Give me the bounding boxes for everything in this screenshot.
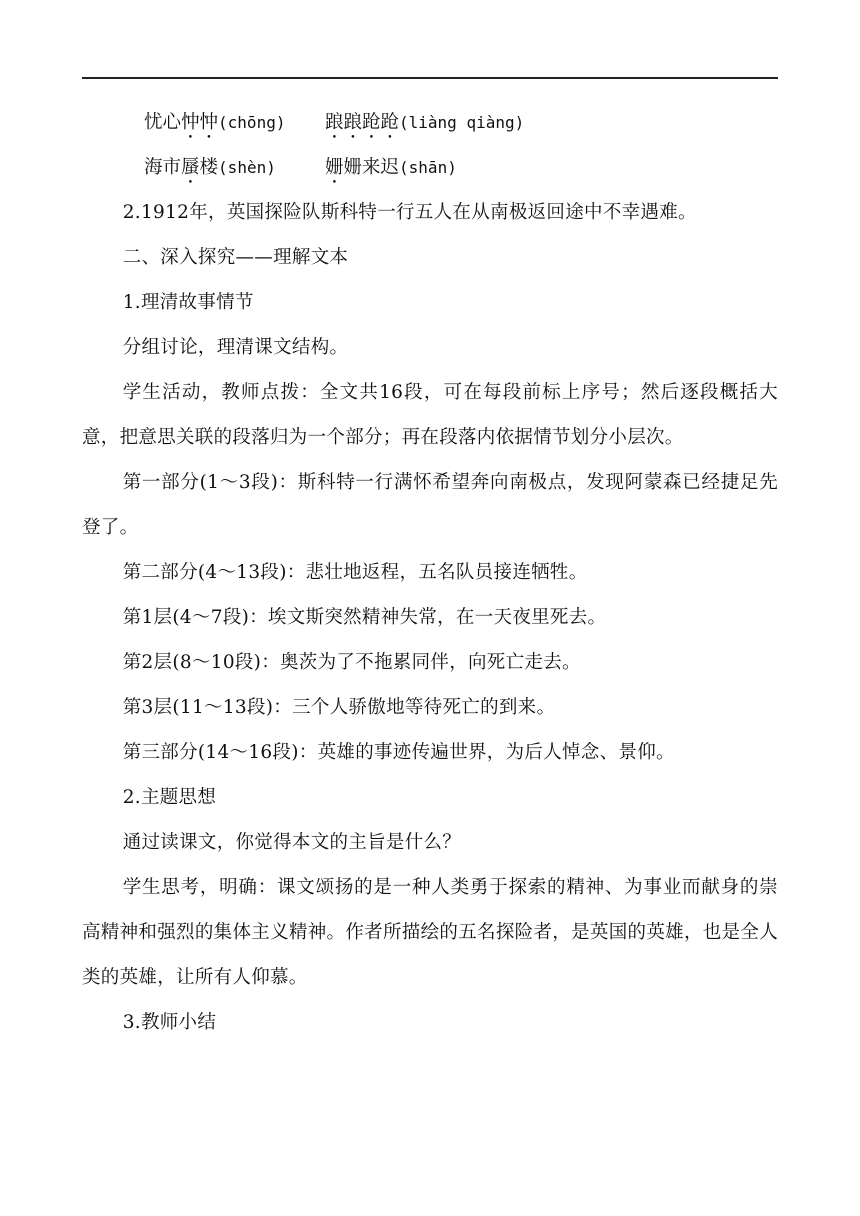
vocab-item — [144, 145, 325, 190]
vocab-item — [144, 100, 325, 145]
paragraph-event-summary: 2.1912年，英国探险队斯科特一行五人在从南极返回途中不幸遇难。 — [122, 202, 697, 223]
vocab-word: 楼 — [199, 157, 219, 178]
paragraph-layer-one: 第1层(4～7段)：埃文斯突然精神失常，在一天夜里死去。 — [122, 607, 607, 628]
subheading-plot: 1.理清故事情节 — [122, 292, 254, 313]
section-heading-explore: 二、深入探究——理解文本 — [122, 247, 349, 268]
vocab-word: 忧心 — [144, 112, 182, 133]
paragraph-layer-three: 第3层(11～13段)：三个人骄傲地等待死亡的到来。 — [122, 697, 556, 718]
vocab-pinyin: (chōng) — [218, 113, 286, 132]
vocab-pinyin: (shèn) — [218, 158, 276, 177]
vocab-row-1 — [82, 100, 778, 145]
vocab-row-2 — [82, 145, 778, 190]
vocab-word-dotted: 忡忡 — [181, 112, 219, 133]
vocab-word-dotted: 蜃 — [181, 157, 200, 178]
subheading-teacher-summary: 3.教师小结 — [122, 1012, 217, 1033]
paragraph-part-one: 第一部分(1～3段)：斯科特一行满怀希望奔向南极点，发现阿蒙森已经捷足先登了。 — [82, 472, 778, 538]
paragraph-student-activity: 学生活动，教师点拨：全文共16段，可在每段前标上序号；然后逐段概括大意，把意思关联的段落归为一个部分；再在段落内依据情节划分小层次。 — [82, 382, 778, 448]
vocab-word: 海市 — [144, 157, 182, 178]
paragraph-group-discussion: 分组讨论，理清课文结构。 — [122, 337, 349, 358]
subheading-theme: 2.主题思想 — [122, 787, 217, 808]
vocab-word-dotted: 姗 — [325, 157, 344, 178]
vocab-item — [325, 100, 524, 145]
paragraph-part-three: 第三部分(14～16段)：英雄的事迹传遍世界，为后人悼念、景仰。 — [122, 742, 675, 763]
document-body — [82, 100, 778, 1045]
vocab-pinyin: (liàng qiàng) — [399, 113, 525, 132]
vocab-item — [325, 145, 457, 190]
vocab-word-dotted: 踉踉跄跄 — [325, 112, 400, 133]
paragraph-part-two: 第二部分(4～13段)：悲壮地返程，五名队员接连牺牲。 — [122, 562, 588, 583]
header-rule — [82, 77, 778, 79]
vocab-word: 姗来迟 — [343, 157, 400, 178]
vocab-pinyin: (shān) — [399, 158, 457, 177]
paragraph-theme-answer: 学生思考，明确：课文颂扬的是一种人类勇于探索的精神、为事业而献身的崇高精神和强烈的集体主义精神。作者所描绘的五名探险者，是英国的英雄，也是全人类的英雄，让所有人仰慕。 — [82, 877, 778, 988]
paragraph-theme-question: 通过读课文，你觉得本文的主旨是什么？ — [122, 832, 462, 853]
paragraph-layer-two: 第2层(8～10段)：奥茨为了不拖累同伴，向死亡走去。 — [122, 652, 581, 673]
